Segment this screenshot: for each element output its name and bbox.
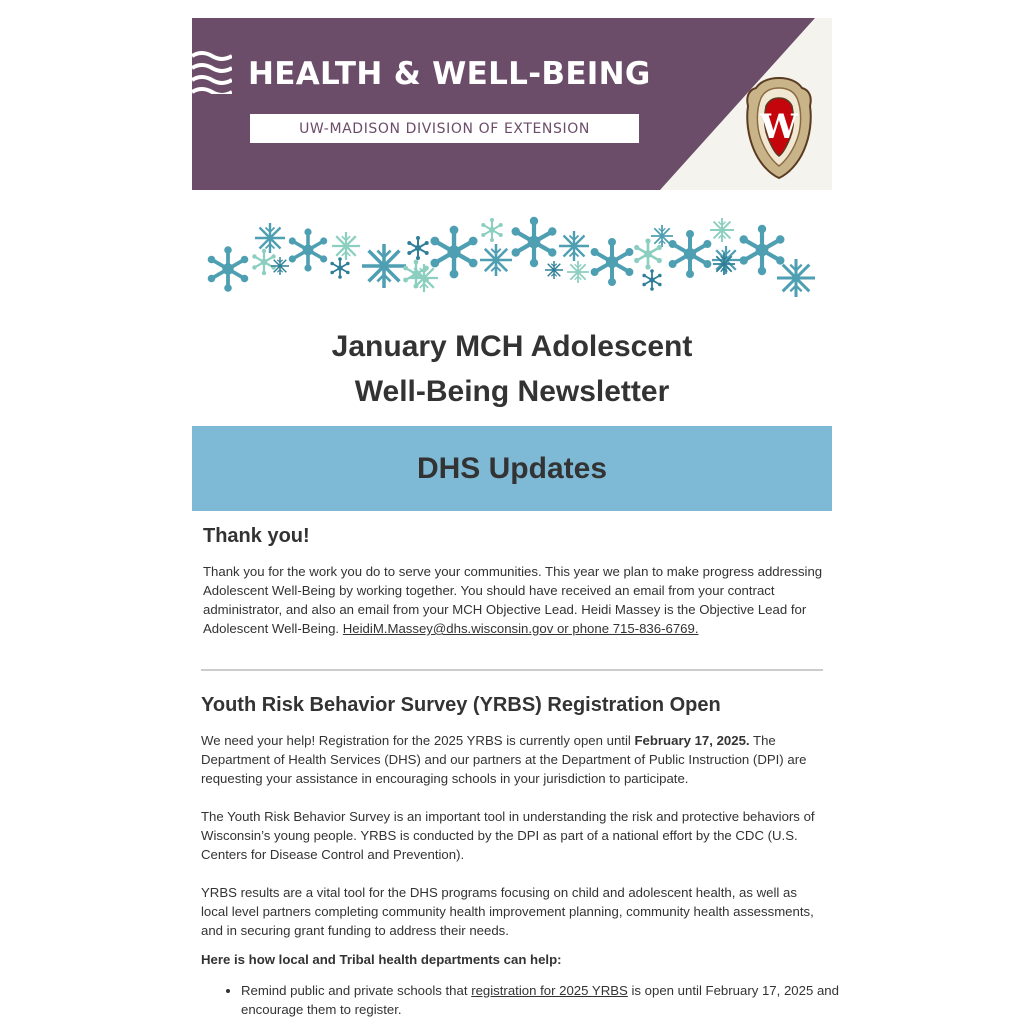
thanks-paragraph (203, 562, 823, 638)
section-divider (201, 669, 823, 671)
section-title: DHS Updates (416, 451, 608, 485)
dhs-updates-band (192, 426, 832, 511)
newsletter-title-line1: January MCH Adolescent (331, 330, 693, 363)
yrbs-paragraph-1 (201, 731, 819, 788)
yrbs-p1-start: We need your help! Registration for the 2025 YRBS is currently open until (201, 733, 635, 748)
thanks-body: Thank you for the work you do to serve your communities. This year we plan to make progress addressing Adolescent Well-Being by working together. You should have received an email from your contract administrator, and also an email from your MCH Objective Lead. Heidi Massey is the Objective Lead for Adolescent Well-Being. (203, 564, 823, 636)
thanks-heading: Thank you! (203, 525, 310, 547)
newsletter-title-line2: Well-Being Newsletter (354, 375, 670, 408)
yrbs-heading: Youth Risk Behavior Survey (YRBS) Registration Open (201, 694, 721, 716)
bullet1-start: Remind public and private schools that (241, 983, 472, 998)
list-item (241, 981, 861, 1019)
yrbs-deadline: February 17, 2025. (634, 733, 750, 748)
yrbs-help-heading: Here is how local and Tribal health departments can help: (201, 952, 562, 967)
newsletter-title (192, 324, 832, 414)
yrbs-p1-end: The Department of Health Services (DHS) and our partners at the Department of Public Instruction (DPI) are requesting your assistance in encouraging schools in your jurisdiction to participate. (201, 733, 807, 786)
snowflakes-decoration (204, 214, 820, 300)
banner-title: HEALTH & WELL-BEING (248, 56, 651, 92)
banner-subtitle: UW-MADISON DIVISION OF EXTENSION (250, 114, 639, 143)
yrbs-paragraph-3: YRBS results are a vital tool for the DHS programs focusing on child and adolescent health, as well as local level partners completing community health improvement planning, community health assessments, and in securing grant funding to address their needs. (201, 885, 814, 938)
contact-link[interactable]: HeidiM.Massey@dhs.wisconsin.gov or phone 715-836-6769. (342, 621, 699, 636)
registration-link[interactable]: registration for 2025 YRBS (471, 983, 628, 998)
yrbs-paragraph-2: The Youth Risk Behavior Survey is an important tool in understanding the risk and protective behaviors of Wisconsin’s young people. YRBS is conducted by the DPI as part of a national effort by the CDC (U.S. Centers for Disease Control and Prevention). (201, 809, 815, 862)
crest-letter: W (759, 107, 799, 147)
waves-icon (192, 50, 232, 94)
uw-crest-icon (744, 76, 814, 180)
header-banner (192, 18, 832, 190)
help-list (201, 981, 861, 1019)
bullet1-end: is open until February 17, 2025 and encourage them to register. (241, 983, 839, 1017)
